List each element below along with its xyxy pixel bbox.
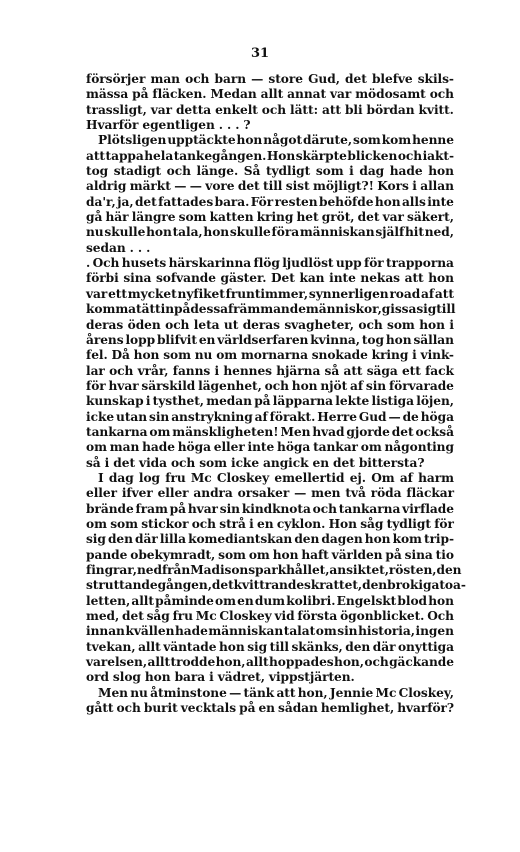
text-line: icke utan sin anstrykning af förakt. Herre Gud — de höga bbox=[86, 409, 454, 424]
text-line: deras öden och leta ut deras svagheter, och som hon i bbox=[86, 317, 454, 332]
text-line: brände fram på hvar sin kindknota och tankarna virflade bbox=[86, 501, 454, 516]
text-line: struttande gången, det kvittrande skrattet, den brokiga toa- bbox=[86, 578, 466, 593]
text-line: Hvarför egentligen . . . ? bbox=[86, 118, 251, 133]
text-line: årens lopp blifvit en världserfaren kvinna, tog hon sällan bbox=[86, 332, 454, 347]
text-line: komma tätt inpå dessa främmande människor, gissa sig till bbox=[86, 302, 456, 317]
text-line: pande obekymradt, som om hon haft världen på sina tio bbox=[86, 547, 454, 562]
text-line: var ett mycket nyfiket fruntimmer, synnerligen road af att bbox=[86, 286, 454, 301]
text-line: om som stickor och strå i en cyklon. Hon såg tydligt för bbox=[86, 516, 454, 531]
text-line: tvekan, allt väntade hon sig till skänks, den där onyttiga bbox=[86, 639, 454, 654]
text-line: tankarna om mänskligheten! Men hvad gjorde det också bbox=[86, 424, 454, 439]
text-line: gått och burit vecktals på en sådan hemlighet, hvarför? bbox=[86, 701, 454, 716]
text-line: så i det vida och som icke angick en det bittersta? bbox=[86, 455, 425, 470]
text-line: Men nu åtminstone — tänk att hon, Jennie Mc Closkey, bbox=[98, 685, 454, 700]
text-line: varelsen, allt trodde hon, allt hoppades hon, och gäckande bbox=[86, 655, 454, 670]
text-line: gå här längre som katten kring het gröt, det var säkert, bbox=[86, 210, 454, 225]
text-line: med, det såg fru Mc Closkey vid första ögonblicket. Och bbox=[86, 609, 454, 624]
text-line: eller ifver eller andra orsaker — men två röda fläckar bbox=[86, 486, 454, 501]
text-line: försörjer man och barn — store Gud, det blefve skils- bbox=[86, 72, 454, 86]
text-line: letten, allt påminde om en dum kolibri. Engelskt blod hon bbox=[86, 593, 454, 608]
text-line: innan kvällen hade människan talat om sin historia, ingen bbox=[86, 624, 454, 639]
text-line: tog stadigt och länge. Så tydligt som i dag hade hon bbox=[86, 164, 454, 179]
text-line: sedan . . . bbox=[86, 240, 151, 255]
text-line: sig den där lilla komediantskan den dagen hon kom trip- bbox=[86, 532, 454, 547]
text-line: lar och vrår, fanns i hennes hjärna så att säga ett fack bbox=[86, 363, 454, 378]
text-line: Plötsligen upptäckte hon något därute, som kom henne bbox=[98, 133, 454, 148]
text-line: trassligt, var detta enkelt och lätt: att bli bördan kvitt. bbox=[86, 102, 454, 117]
text-line: fingrar, ned från Madisonsparkhållet, ansiktet, rösten, den bbox=[86, 563, 462, 577]
text-line: da'r, ja, det fattades bara. För resten behöfde hon alls inte bbox=[86, 194, 454, 209]
text-line: aldrig märkt — — vore det till sist möjligt?! Kors i allan bbox=[86, 179, 454, 194]
text-line: ord slog hon bara i vädret, vippstjärten. bbox=[86, 670, 355, 685]
text-line: mässa på fläcken. Medan allt annat var mödosamt och bbox=[86, 87, 454, 102]
page-number: 31 bbox=[250, 46, 270, 61]
text-line: att tappa hela tankegången. Hon skärpte blicken och iakt- bbox=[86, 148, 454, 163]
text-line: nu skulle hon tala, hon skulle föra människan själf hit ned, bbox=[86, 225, 454, 240]
text-line: . Och husets härskarinna flög ljudlöst upp för trapporna bbox=[86, 256, 454, 271]
body-text bbox=[86, 72, 466, 716]
text-line: om man hade höga eller inte höga tankar om någonting bbox=[86, 440, 454, 455]
text-line: I dag log fru Mc Closkey emellertid ej. Om af harm bbox=[98, 470, 454, 485]
text-line: fel. Då hon som nu om mornarna snokade kring i vink- bbox=[86, 348, 454, 363]
text-line: kunskap i tysthet, medan på läpparna lekte listiga löjen, bbox=[86, 394, 454, 409]
text-line: för hvar särskild lägenhet, och hon njöt af sin förvarade bbox=[86, 378, 454, 393]
text-line: förbi sina sofvande gäster. Det kan inte nekas att hon bbox=[86, 271, 454, 286]
